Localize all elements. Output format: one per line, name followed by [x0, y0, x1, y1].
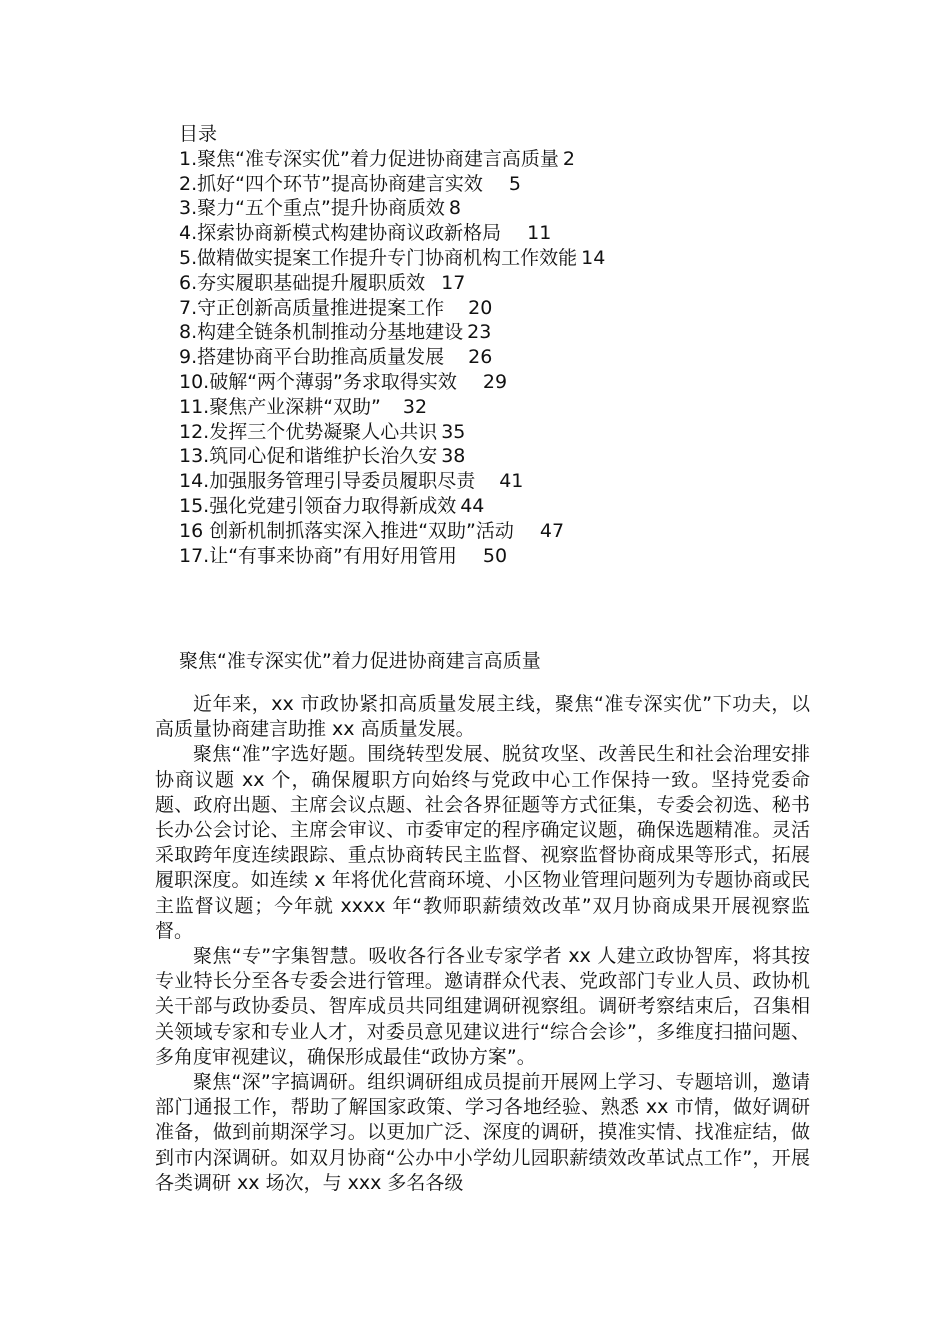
- toc-item[interactable]: [179, 444, 799, 469]
- toc-item-title: 8.构建全链条机制推动分基地建设: [179, 321, 464, 344]
- toc-item-title: 13.筑同心促和谐维护长治久安: [179, 445, 438, 468]
- toc-item-page: 8: [448, 197, 461, 220]
- toc-item[interactable]: [179, 544, 799, 569]
- toc-item-title: 10.破解“两个薄弱”务求取得实效: [179, 370, 457, 393]
- body-paragraph: 聚焦“深”字搞调研。组织调研组成员提前开展网上学习、专题培训，邀请部门通报工作，帮助了解国家政策、学习各地经验、熟悉 xx 市情，做好调研准备，做到前期深学习。以更加广泛、深度的调研，摸准实情、找准症结，做到市内深调研。如双月协商“公办中小学幼儿园职薪绩效改革试点工作”，开展各类调研 xx 场次，与 xxx 多名各级: [155, 1071, 810, 1194]
- toc-item[interactable]: [179, 469, 799, 494]
- toc-item-page: 44: [460, 494, 485, 517]
- toc-item[interactable]: [179, 296, 799, 321]
- toc-item-title: 2.抓好“四个环节”提高协商建言实效: [179, 172, 483, 195]
- toc-item-title: 14.加强服务管理引导委员履职尽责: [179, 470, 476, 493]
- article-title: 聚焦“准专深实优”着力促进协商建言高质量: [179, 650, 541, 672]
- toc-item-title: 16 创新机制抓落实深入推进“双助”活动: [179, 519, 514, 542]
- toc-item-page: 50: [482, 544, 508, 567]
- toc-item[interactable]: [179, 320, 799, 345]
- toc-item-title: 1.聚焦“准专深实优”着力促进协商建言高质量: [179, 147, 559, 170]
- toc-item[interactable]: [179, 196, 799, 221]
- toc-title: 目录: [179, 123, 218, 145]
- toc-item-title: 6.夯实履职基础提升履职质效: [179, 271, 426, 294]
- toc-item-page: 20: [468, 296, 493, 319]
- toc-item-page: 17: [441, 271, 466, 294]
- toc-item-page: 23: [467, 321, 492, 344]
- toc-item-page: 32: [402, 395, 428, 418]
- toc-item-page: 29: [482, 370, 508, 393]
- toc-item-title: 5.做精做实提案工作提升专门协商机构工作效能: [179, 246, 578, 269]
- toc-item-title: 9.搭建协商平台助推高质量发展: [179, 346, 445, 369]
- body-paragraph: 聚焦“准”字选好题。围绕转型发展、脱贫攻坚、改善民生和社会治理安排协商议题 xx 个，确保履职方向始终与党政中心工作保持一致。坚持党委命题、政府出题、主席会议点题、社会各界征题等方式征集，专委会初选、秘书长办公会讨论、主席会审议、市委审定的程序确定议题，确保选题精准。灵活采取跨年度连续跟踪、重点协商转民主监督、视察监督协商成果等形式，拓展履职深度。如连续 x 年将优化营商环境、小区物业管理问题列为专题协商或民主监督议题；今年就 xxxx 年“教师职薪绩效改革”双月协商成果开展视察监督。: [155, 743, 810, 942]
- toc-item-page: 47: [539, 519, 565, 542]
- toc-item-title: 15.强化党建引领奋力取得新成效: [179, 494, 457, 517]
- table-of-contents: [179, 122, 799, 568]
- toc-item[interactable]: [179, 246, 799, 271]
- toc-item-title: 3.聚力“五个重点”提升协商质效: [179, 197, 445, 220]
- body-paragraph: 近年来，xx 市政协紧扣高质量发展主线，聚焦“准专深实优”下功夫，以高质量协商建言助推 xx 高质量发展。: [155, 693, 810, 741]
- body-paragraph: 聚焦“专”字集智慧。吸收各行各业专家学者 xx 人建立政协智库，将其按专业特长分至各专委会进行管理。邀请群众代表、党政部门专业人员、政协机关干部与政协委员、智库成员共同组建调研视察组。调研考察结束后，召集相关领域专家和专业人才，对委员意见建议进行“综合会诊”，多维度扫描问题、多角度审视建议，确保形成最佳“政协方案”。: [155, 945, 810, 1068]
- toc-item[interactable]: [179, 420, 799, 445]
- toc-item-page: 5: [508, 172, 521, 195]
- toc-item-title: 17.让“有事来协商”有用好用管用: [179, 544, 457, 567]
- toc-item[interactable]: [179, 345, 799, 370]
- toc-item-page: 41: [499, 470, 524, 493]
- toc-item[interactable]: [179, 370, 799, 395]
- article-body: [155, 692, 810, 1196]
- toc-item-page: 2: [562, 147, 575, 170]
- toc-item[interactable]: [179, 172, 799, 197]
- toc-item[interactable]: [179, 395, 799, 420]
- toc-item-page: 38: [441, 445, 466, 468]
- toc-item[interactable]: [179, 519, 799, 544]
- toc-list: [179, 147, 799, 569]
- toc-item-page: 35: [441, 420, 466, 443]
- toc-item-page: 14: [581, 246, 606, 269]
- toc-item-title: 7.守正创新高质量推进提案工作: [179, 296, 445, 319]
- toc-item-title: 4.探索协商新模式构建协商议政新格局: [179, 222, 502, 245]
- toc-item[interactable]: [179, 221, 799, 246]
- toc-item-title: 12.发挥三个优势凝聚人心共识: [179, 420, 438, 443]
- toc-item-page: 26: [468, 346, 493, 369]
- toc-item[interactable]: [179, 147, 799, 172]
- toc-item[interactable]: [179, 494, 799, 519]
- toc-item[interactable]: [179, 271, 799, 296]
- toc-item-page: 11: [527, 222, 552, 245]
- toc-item-title: 11.聚焦产业深耕“双助”: [179, 395, 381, 418]
